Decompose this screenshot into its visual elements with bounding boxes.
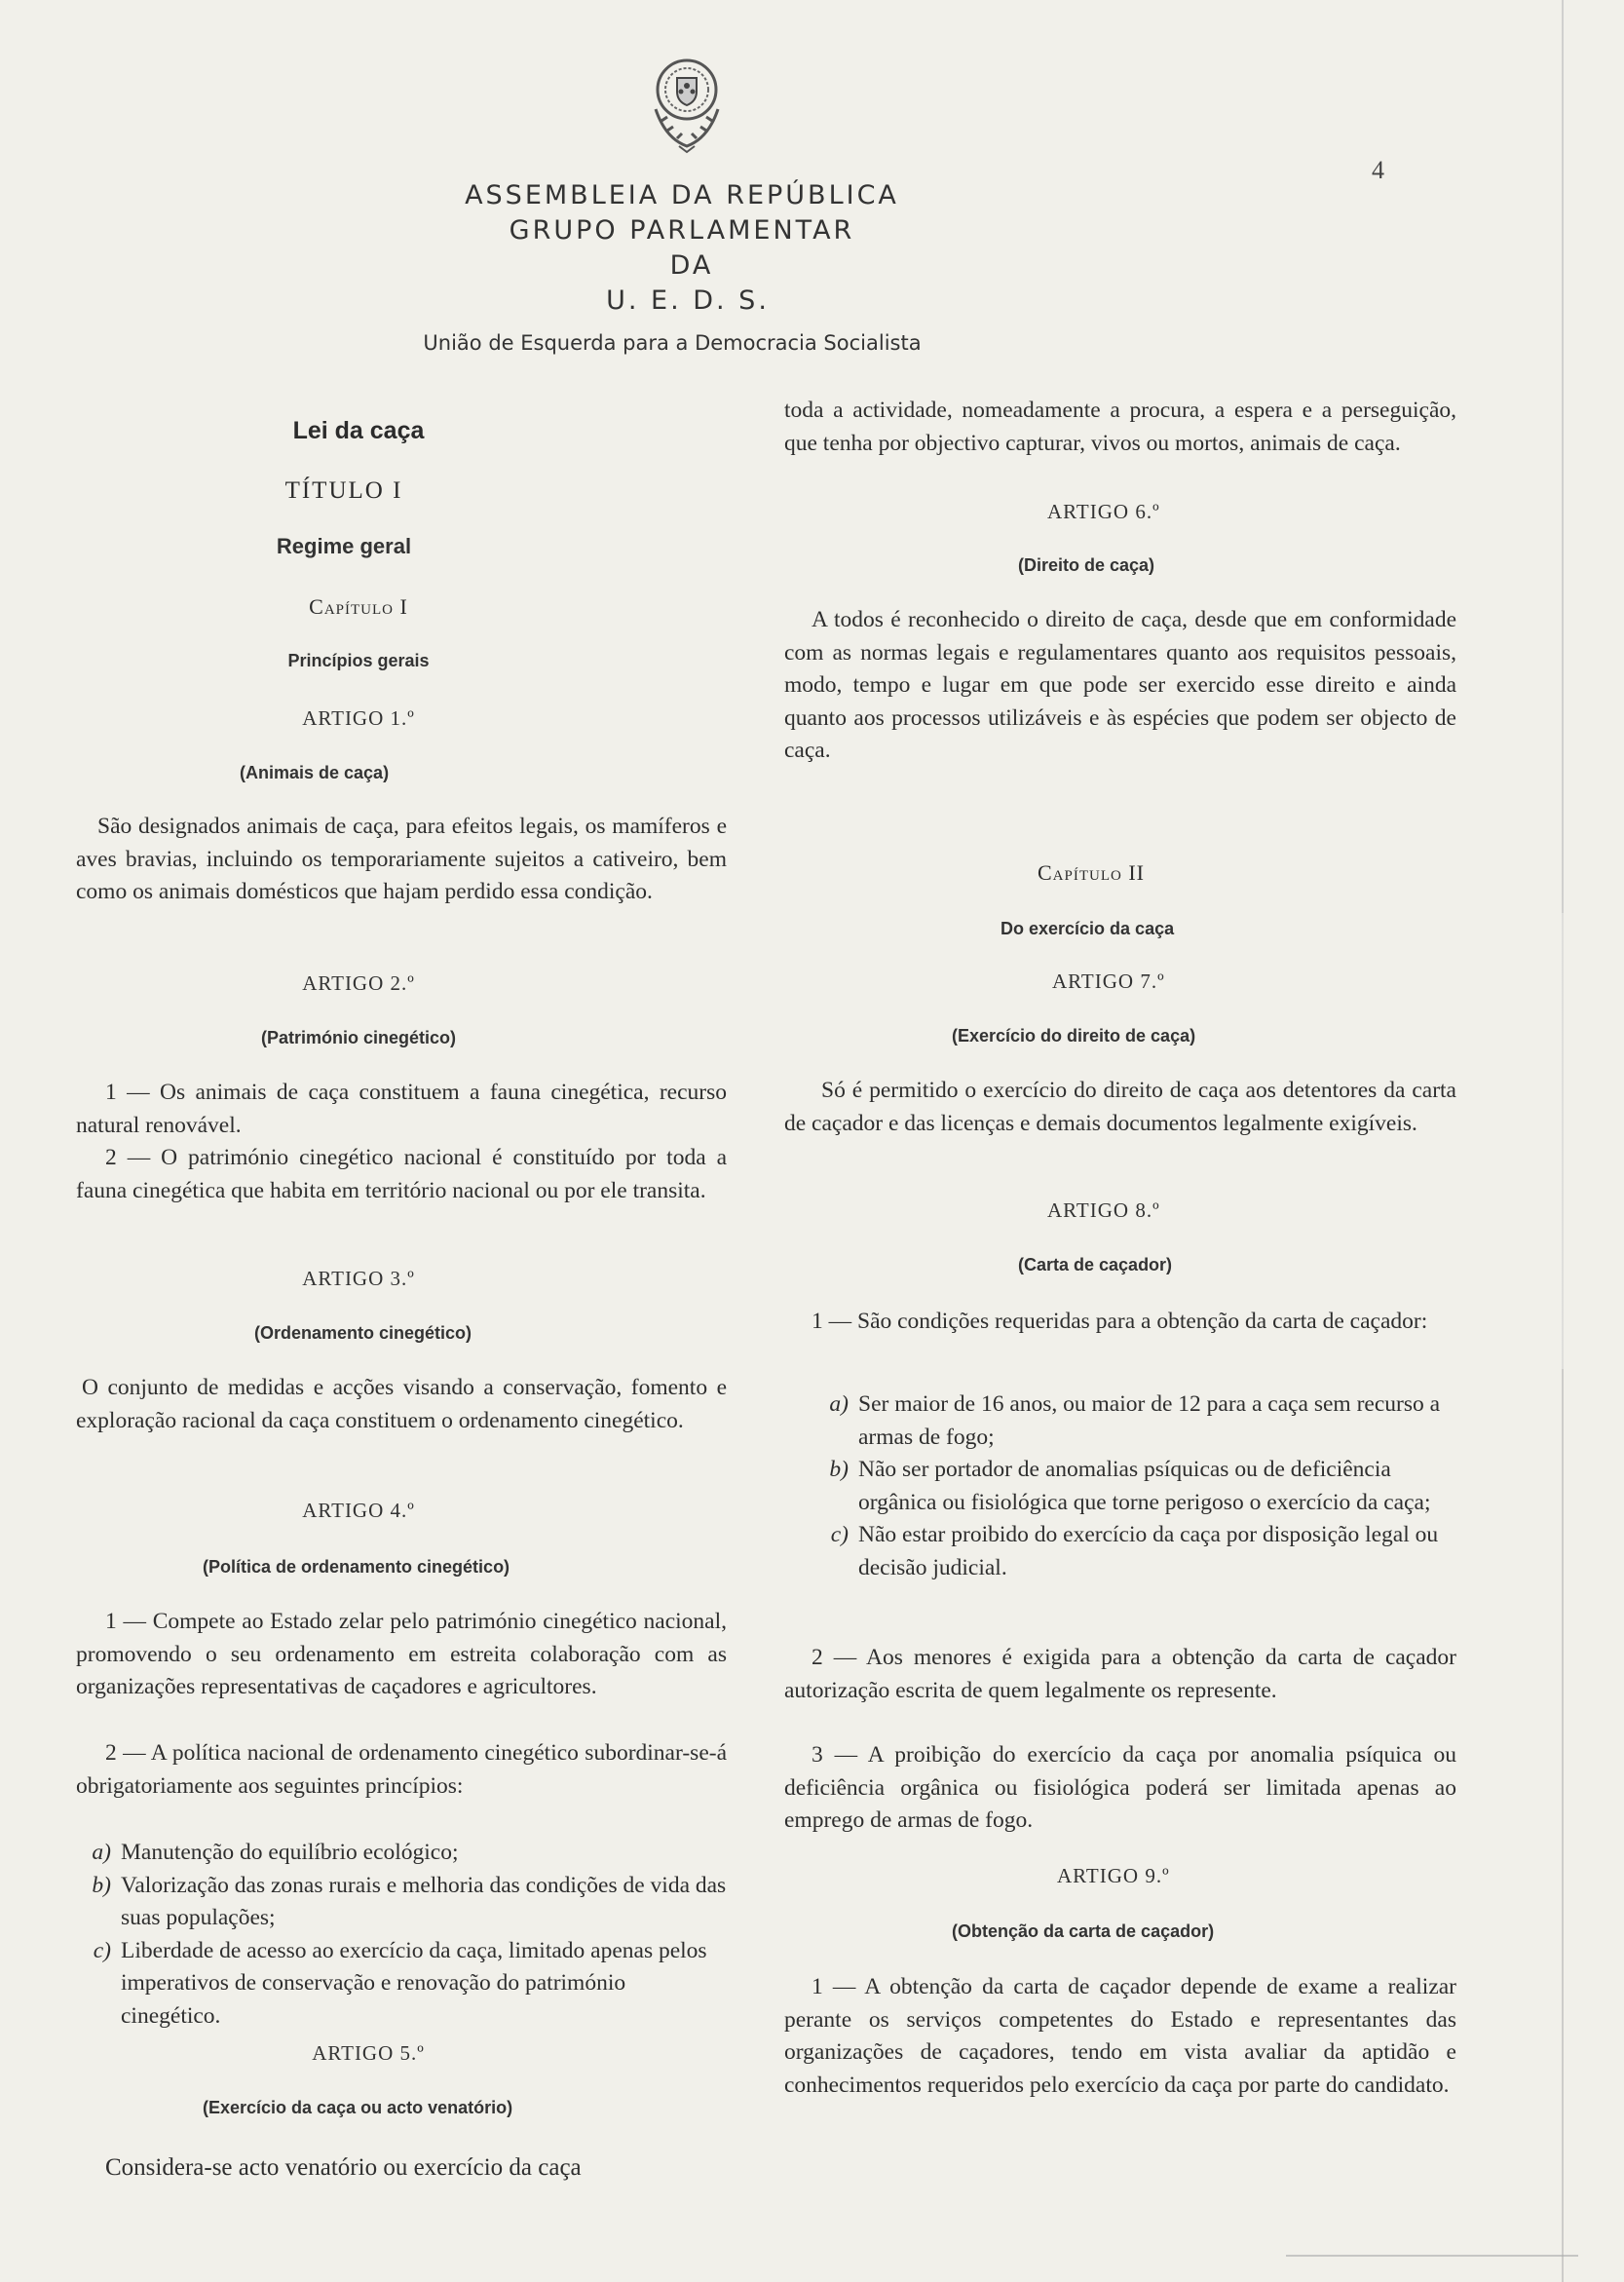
list-item-text: Liberdade de acesso ao exercício da caça, limitado apenas pelos imperativos de conservação e renovação do património cinegético. xyxy=(121,1937,707,2029)
artigo-8-conditions-list xyxy=(813,1388,1456,1584)
titulo-heading: TÍTULO I xyxy=(284,477,403,504)
principios-heading: Princípios gerais xyxy=(287,651,430,670)
list-item-label: c) xyxy=(830,1522,849,1547)
artigo-3-heading: ARTIGO 3.º xyxy=(302,1267,415,1290)
list-item-text: Ser maior de 16 anos, ou maior de 12 para a caça sem recurso a armas de fogo; xyxy=(858,1391,1441,1450)
artigo-2-p1: 1 — Os animais de caça constituem a fauna cinegética, recurso natural renovável. xyxy=(76,1080,727,1138)
artigo-9-heading: ARTIGO 9.º xyxy=(1057,1864,1170,1887)
artigo-3-title: (Ordenamento cinegético) xyxy=(254,1323,472,1343)
artigo-5-title: (Exercício da caça ou acto venatório) xyxy=(203,2098,513,2117)
artigo-9-title: (Obtenção da carta de caçador) xyxy=(952,1921,1215,1941)
list-item-text: Manutenção do equilíbrio ecológico; xyxy=(121,1840,459,1865)
artigo-2-p2: 2 — O património cinegético nacional é constituído por toda a fauna cinegética que habita em território nacional ou por ele transita. xyxy=(76,1145,727,1203)
artigo-4-principles-list xyxy=(76,1837,727,2033)
law-title: Lei da caça xyxy=(292,417,425,444)
artigo-1-text: São designados animais de caça, para efeitos legais, os mamíferos e aves bravias, incluindo os temporariamente sujeitos a cativeiro, bem como os animais domésticos que hajam perdido essa condição. xyxy=(76,814,727,904)
list-item-label: a) xyxy=(92,1840,111,1865)
list-item-text: Valorização das zonas rurais e melhoria das condições de vida das suas populações; xyxy=(121,1872,727,1930)
coat-of-arms-emblem xyxy=(638,49,736,156)
list-item xyxy=(813,1519,1456,1584)
list-item xyxy=(813,1454,1456,1519)
artigo-1-title: (Animais de caça) xyxy=(240,763,390,782)
artigo-4-p2: 2 — A política nacional de ordenamento cinegético subordinar-se-á obrigatoriamente aos seguintes princípios: xyxy=(76,1740,727,1799)
scan-bottom-line xyxy=(1286,2255,1578,2257)
artigo-9-text: 1 — A obtenção da carta de caçador depende de exame a realizar perante os serviços competentes do Estado e representantes das organizações de caçadores, tendo em vista avaliar da aptidão e conhecimentos requeridos pelo exercício da caça por parte do candidato. xyxy=(784,1974,1456,2098)
artigo-5-text: Considera-se acto venatório ou exercício da caça xyxy=(105,2154,582,2181)
list-item-text: Não estar proibido do exercício da caça por disposição legal ou decisão judicial. xyxy=(858,1522,1439,1580)
artigo-7-text: Só é permitido o exercício do direito de caça aos detentores da carta de caçador e das licenças e demais documentos legalmente exigíveis. xyxy=(784,1078,1456,1136)
regime-heading: Regime geral xyxy=(276,534,412,558)
list-item xyxy=(76,1870,727,1935)
artigo-8-p1: 1 — São condições requeridas para a obtenção da carta de caçador: xyxy=(812,1309,1428,1334)
artigo-2-title: (Património cinegético) xyxy=(261,1028,457,1047)
artigo-5-heading: ARTIGO 5.º xyxy=(312,2041,425,2065)
scan-edge-line xyxy=(1562,0,1564,2282)
artigo-7-title: (Exercício do direito de caça) xyxy=(952,1026,1196,1046)
artigo-8-p3: 3 — A proibição do exercício da caça por anomalia psíquica ou deficiência orgânica ou fisiológica poderá ser limitada apenas ao emprego de armas de fogo. xyxy=(784,1742,1456,1833)
artigo-3-text: O conjunto de medidas e acções visando a conservação, fomento e exploração racional da caça constituem o ordenamento cinegético. xyxy=(76,1375,727,1433)
artigo-4-heading: ARTIGO 4.º xyxy=(302,1499,415,1522)
list-item-text: Não ser portador de anomalias psíquicas ou de deficiência orgânica ou fisiológica que torne perigoso o exercício da caça; xyxy=(858,1457,1431,1515)
page-number: 4 xyxy=(1372,156,1384,184)
header-da: DA xyxy=(669,250,714,281)
list-item-label: b) xyxy=(92,1872,111,1898)
artigo-2-heading: ARTIGO 2.º xyxy=(302,971,415,995)
artigo-6-text: A todos é reconhecido o direito de caça, desde que em conformidade com as normas legais e regulamentares quanto aos requisitos pessoais, modo, tempo e lugar em que pode ser exercido esse direito e ainda quanto aos processos utilizáveis e às espécies que podem ser objecto de caça. xyxy=(784,607,1456,763)
artigo-6-heading: ARTIGO 6.º xyxy=(1047,500,1160,523)
list-item-label: b) xyxy=(829,1457,849,1482)
artigo-8-title: (Carta de caçador) xyxy=(1018,1255,1173,1274)
capitulo-2-heading: Capítulo II xyxy=(1038,860,1145,885)
capitulo-2-title: Do exercício da caça xyxy=(1001,919,1175,938)
header-group: GRUPO PARLAMENTAR xyxy=(509,215,855,246)
artigo-8-heading: ARTIGO 8.º xyxy=(1047,1198,1160,1222)
artigo-4-p1: 1 — Compete ao Estado zelar pelo património cinegético nacional, promovendo o seu ordenamento em estreita colaboração com as organizações representativas de caçadores e agricultores. xyxy=(76,1609,727,1699)
artigo-8-p2: 2 — Aos menores é exigida para a obtenção da carta de caçador autorização escrita de quem legalmente os represente. xyxy=(784,1645,1456,1703)
list-item-label: c) xyxy=(93,1937,111,1963)
list-item xyxy=(76,1935,727,2034)
artigo-7-heading: ARTIGO 7.º xyxy=(1052,970,1165,993)
list-item-label: a) xyxy=(829,1391,849,1417)
header-subtitle: União de Esquerda para a Democracia Socialista xyxy=(423,331,922,355)
header-assembly: ASSEMBLEIA DA REPÚBLICA xyxy=(465,180,899,210)
artigo-1-heading: ARTIGO 1.º xyxy=(302,706,415,730)
header-ueds: U. E. D. S. xyxy=(606,285,770,316)
list-item xyxy=(813,1388,1456,1454)
capitulo-heading: Capítulo I xyxy=(309,594,408,619)
artigo-6-title: (Direito de caça) xyxy=(1018,555,1155,575)
artigo-4-title: (Política de ordenamento cinegético) xyxy=(203,1557,510,1577)
artigo-5-continuation: toda a actividade, nomeadamente a procura, a espera e a perseguição, que tenha por objectivo capturar, vivos ou mortos, animais de caça. xyxy=(784,398,1456,456)
list-item xyxy=(76,1837,727,1870)
